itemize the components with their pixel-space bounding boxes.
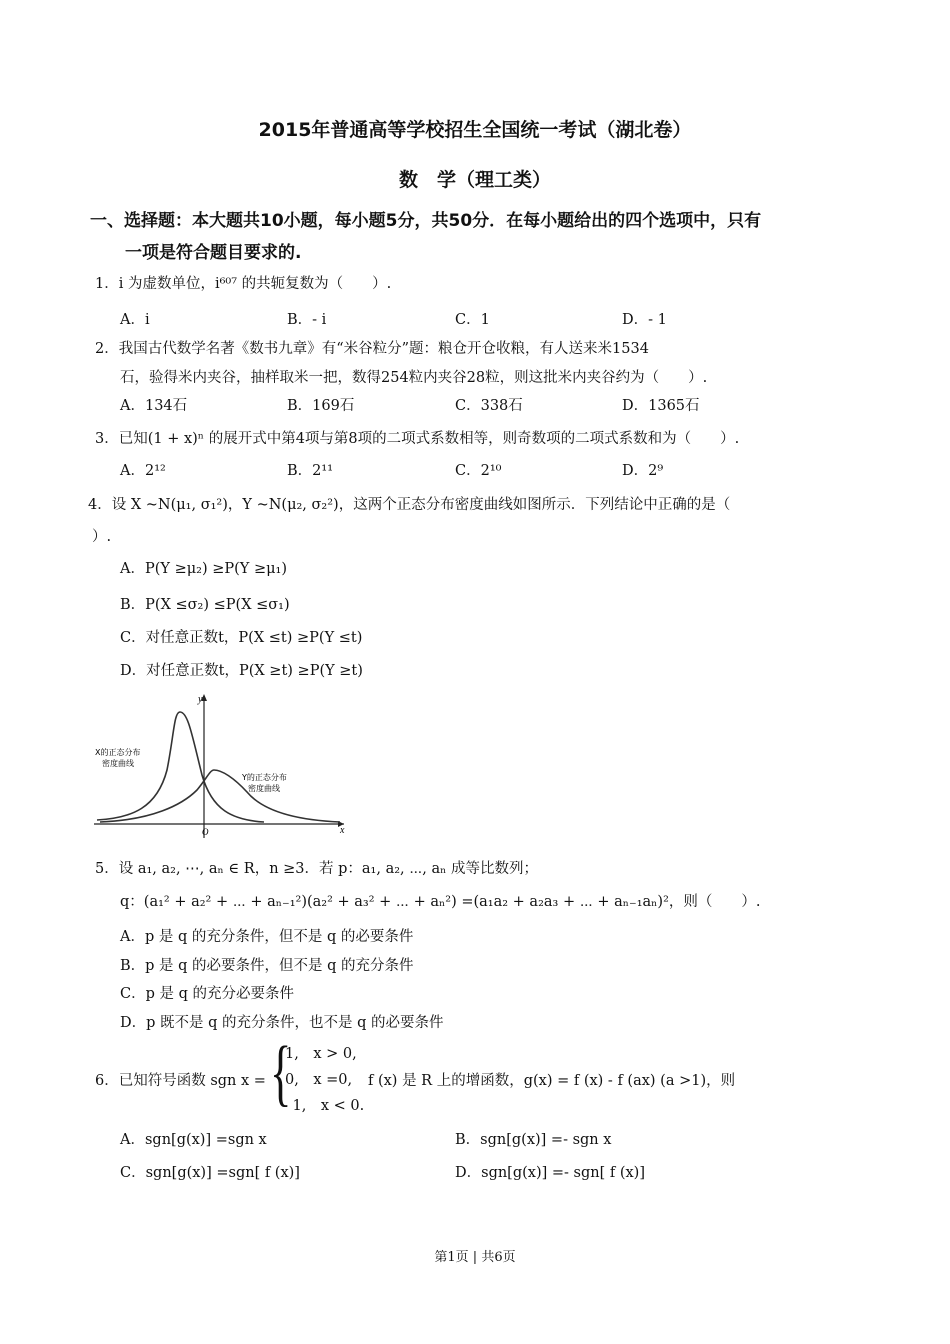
q3-stem: 3．已知(1 + x)ⁿ 的展开式中第4项与第8项的二项式系数相等，则奇数项的二项式系数和为（ ）.: [95, 431, 740, 447]
q6-option-c: C．sgn[g(x)] =sgn[ f (x)]: [120, 1165, 300, 1181]
q4-stem-line2: ）.: [92, 529, 112, 545]
q1-option-c: C．1: [455, 312, 490, 328]
normal-distribution-figure: [92, 690, 352, 840]
q1-option-d: D．- 1: [622, 312, 667, 328]
q5-option-d: D．p 既不是 q 的充分条件，也不是 q 的必要条件: [120, 1015, 444, 1031]
y-axis-label: y: [198, 694, 203, 705]
q4-option-b: B．P(X ≤σ₂) ≤P(X ≤σ₁): [120, 597, 290, 613]
q3-option-d: D．2⁹: [622, 463, 664, 479]
y-curve-label-line1: Y的正态分布: [242, 773, 287, 782]
q2-option-d: D．1365石: [622, 398, 700, 414]
piecewise-brace: {: [270, 1032, 292, 1114]
exam-title: 2015年普通高等学校招生全国统一考试（湖北卷）: [258, 119, 692, 141]
section-heading-line1: 一、选择题：本大题共10小题，每小题5分，共50分．在每小题给出的四个选项中，只有: [90, 211, 762, 231]
q6-option-b: B．sgn[g(x)] =- sgn x: [455, 1132, 612, 1148]
y-curve-label-line2: 密度曲线: [248, 784, 280, 793]
q1-option-b: B．- i: [287, 312, 327, 328]
section-heading-line2: 一项是符合题目要求的.: [125, 243, 302, 263]
page-footer: 第1页 | 共6页: [434, 1250, 516, 1265]
x-curve-label-line1: X的正态分布: [95, 748, 141, 757]
x-axis-label: x: [340, 825, 345, 836]
q6-case2: 0, x =0,: [285, 1072, 353, 1088]
x-curve-label-line2: 密度曲线: [102, 759, 134, 768]
q2-option-b: B．169石: [287, 398, 355, 414]
q4-option-d: D．对任意正数t，P(X ≥t) ≥P(Y ≥t): [120, 663, 363, 679]
q6-option-d: D．sgn[g(x)] =- sgn[ f (x)]: [455, 1165, 645, 1181]
q3-option-c: C．2¹⁰: [455, 463, 502, 479]
q3-option-a: A．2¹²: [120, 463, 166, 479]
origin-label: O: [202, 827, 209, 837]
q2-stem-line1: 2．我国古代数学名著《数书九章》有“米谷粒分”题：粮仓开仓收粮，有人送来米1534: [95, 341, 649, 357]
q1-stem: 1．i 为虚数单位，i⁶⁰⁷ 的共轭复数为（ ）.: [95, 276, 392, 292]
q2-option-a: A．134石: [120, 398, 188, 414]
q5-stem-line1: 5．设 a₁, a₂, ⋯, aₙ ∈ R，n ≥3．若 p：a₁, a₂, ⋯, aₙ 成等比数列；: [95, 861, 539, 877]
q4-stem-line1: 4．设 X ~N(μ₁, σ₁²)，Y ~N(μ₂, σ₂²)，这两个正态分布密度曲线如图所示．下列结论中正确的是（: [88, 497, 731, 513]
q5-option-a: A．p 是 q 的充分条件，但不是 q 的必要条件: [120, 929, 414, 945]
q1-option-a: A．i: [120, 312, 150, 328]
q2-stem-line2: 石，验得米内夹谷，抽样取米一把，数得254粒内夹谷28粒，则这批米内夹谷约为（ ）.: [120, 370, 708, 386]
q5-stem-line2: q：(a₁² + a₂² + ⋯ + aₙ₋₁²)(a₂² + a₃² + ⋯ + aₙ²) =(a₁a₂ + a₂a₃ + ⋯ + aₙ₋₁aₙ)²，则（ ）.: [120, 894, 761, 910]
q4-option-c: C．对任意正数t，P(X ≤t) ≥P(Y ≤t): [120, 630, 363, 646]
y-density-curve: [100, 770, 340, 822]
q2-option-c: C．338石: [455, 398, 523, 414]
q6-option-a: A．sgn[g(x)] =sgn x: [120, 1132, 267, 1148]
q6-tail: f (x) 是 R 上的增函数，g(x) = f (x) - f (ax) (a >1)，则: [368, 1073, 736, 1089]
subject-title: 数 学（理工类）: [398, 169, 551, 191]
q5-option-b: B．p 是 q 的必要条件，但不是 q 的充分条件: [120, 958, 414, 974]
q6-case1: 1, x > 0,: [285, 1046, 357, 1062]
q5-option-c: C．p 是 q 的充分必要条件: [120, 986, 294, 1002]
q3-option-b: B．2¹¹: [287, 463, 334, 479]
q6-lead: 6．已知符号函数 sgn x =: [95, 1073, 266, 1089]
q6-case3: - 1, x < 0.: [283, 1098, 365, 1114]
q4-option-a: A．P(Y ≥μ₂) ≥P(Y ≥μ₁): [120, 561, 288, 577]
